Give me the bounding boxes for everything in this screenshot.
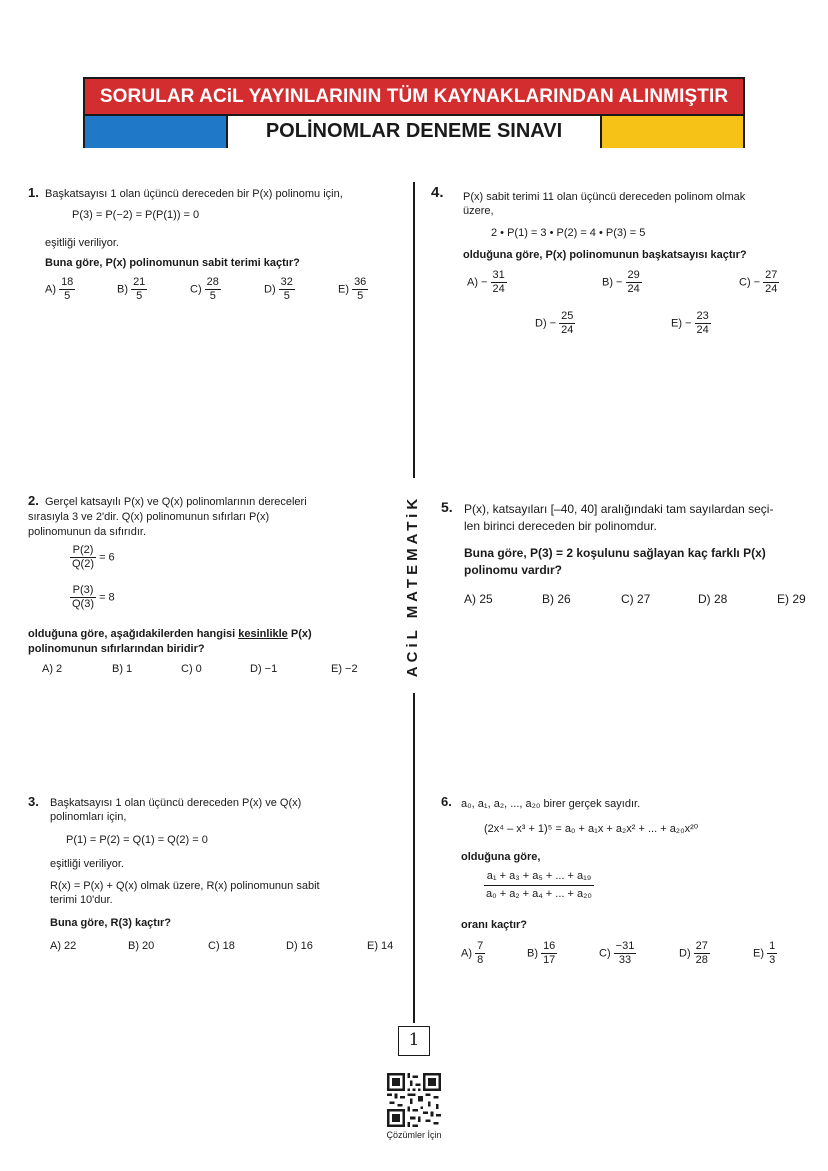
question-text: üzere, xyxy=(463,205,494,217)
qr-caption: Çözümler İçin xyxy=(386,1130,442,1140)
question-prompt: olduğuna göre, P(x) polinomunun başkatsayısı kaçtır? xyxy=(463,249,747,261)
option-label: E) xyxy=(753,947,764,960)
question-text: Başkatsayısı 1 olan üçüncü dereceden bir P(x) polinomu için, xyxy=(45,188,343,200)
fraction xyxy=(491,269,507,296)
question-text: eşitliği veriliyor. xyxy=(45,237,119,249)
question-5 xyxy=(441,500,816,615)
fraction xyxy=(695,310,711,337)
option-label: D) xyxy=(264,283,276,296)
banner-bottom-row xyxy=(85,114,743,146)
option-label: C) xyxy=(190,283,202,296)
question-equation: (2x⁴ – x³ + 1)⁵ = a₀ + a₁x + a₂x² + ... + a₂₀x²⁰ xyxy=(484,823,699,835)
option-a[interactable]: A) 22 xyxy=(50,940,77,952)
question-text: terimi 10'dur. xyxy=(50,894,113,906)
prompt-emphasis: kesinlikle xyxy=(238,628,288,640)
question-text: R(x) = P(x) + Q(x) olmak üzere, R(x) polinomunun sabit xyxy=(50,880,320,892)
fraction xyxy=(205,276,221,303)
numerator: −31 xyxy=(615,940,635,952)
denominator: Q(2) xyxy=(72,558,94,570)
prompt-part: P(x) xyxy=(287,628,312,640)
column-divider-bottom xyxy=(413,693,415,1023)
option-label: A) xyxy=(461,947,472,960)
option-b[interactable] xyxy=(527,940,557,967)
question-number: 5. xyxy=(441,499,453,515)
equation-2 xyxy=(70,584,115,611)
option-c[interactable] xyxy=(190,276,221,303)
denominator: 5 xyxy=(357,290,364,302)
option-b[interactable]: B) 1 xyxy=(112,663,133,675)
question-number: 4. xyxy=(431,184,444,201)
option-d[interactable] xyxy=(535,310,575,337)
question-number: 6. xyxy=(441,794,452,809)
fraction xyxy=(626,269,642,296)
numerator: 29 xyxy=(627,269,640,281)
option-e[interactable]: E) 29 xyxy=(777,592,806,606)
option-b[interactable] xyxy=(602,269,642,296)
option-a[interactable] xyxy=(467,269,507,296)
banner-blue-block xyxy=(85,116,228,148)
question-1 xyxy=(28,186,408,316)
fraction xyxy=(484,868,594,903)
denominator: 8 xyxy=(477,954,484,966)
question-equation: P(1) = P(2) = Q(1) = Q(2) = 0 xyxy=(66,834,208,846)
option-label: E) − xyxy=(671,317,692,330)
fraction xyxy=(763,269,779,296)
equation-rhs: = 6 xyxy=(99,551,115,564)
option-c[interactable] xyxy=(739,269,779,296)
question-number: 3. xyxy=(28,794,39,809)
numerator: 27 xyxy=(695,940,708,952)
fraction xyxy=(352,276,368,303)
fraction xyxy=(279,276,295,303)
denominator: 24 xyxy=(492,283,505,295)
equation-rhs: = 8 xyxy=(99,591,115,604)
numerator: P(3) xyxy=(70,584,96,598)
option-d[interactable] xyxy=(264,276,295,303)
option-d[interactable]: D) −1 xyxy=(250,663,278,675)
question-text: polinomları için, xyxy=(50,811,127,823)
option-e[interactable] xyxy=(671,310,711,337)
fraction xyxy=(59,276,75,303)
option-label: C) − xyxy=(739,276,761,289)
fraction xyxy=(70,544,96,571)
denominator: 5 xyxy=(283,290,290,302)
qr-code-icon[interactable] xyxy=(387,1073,441,1127)
question-text: Gerçel katsayılı P(x) ve Q(x) polinomlarının dereceleri xyxy=(45,496,307,508)
option-label: A) xyxy=(45,283,56,296)
numerator: 27 xyxy=(765,269,778,281)
ratio-expression xyxy=(484,868,594,903)
option-a[interactable]: A) 25 xyxy=(464,592,493,606)
question-prompt: Buna göre, P(3) = 2 koşulunu sağlayan kaç farklı P(x) xyxy=(464,546,766,560)
option-b[interactable]: B) 26 xyxy=(542,592,571,606)
fraction xyxy=(559,310,575,337)
numerator: 36 xyxy=(354,276,367,288)
option-a[interactable]: A) 2 xyxy=(42,663,63,675)
question-equation: P(3) = P(−2) = P(P(1)) = 0 xyxy=(72,209,200,221)
question-2 xyxy=(28,494,398,684)
question-text: len birinci dereceden bir polinomdur. xyxy=(464,519,657,533)
option-e[interactable]: E) −2 xyxy=(331,663,358,675)
option-b[interactable]: B) 20 xyxy=(128,940,155,952)
denominator: 24 xyxy=(627,283,640,295)
question-text: eşitliği veriliyor. xyxy=(50,858,124,870)
banner-title: SORULAR ACiL YAYINLARININ TÜM KAYNAKLARINDAN ALINMIŞTIR xyxy=(85,79,743,114)
question-prompt: polinomunun sıfırlarından biridir? xyxy=(28,643,205,655)
denominator: 5 xyxy=(136,290,143,302)
option-e[interactable] xyxy=(338,276,368,303)
numerator: 21 xyxy=(133,276,146,288)
question-prompt: oranı kaçtır? xyxy=(461,919,528,931)
numerator: a₁ + a₃ + a₅ + ... + a₁₉ xyxy=(484,868,594,886)
question-text: sırasıyla 3 ve 2'dir. Q(x) polinomunun sıfırları P(x) xyxy=(28,511,270,523)
option-d[interactable]: D) 16 xyxy=(286,940,313,952)
question-3 xyxy=(28,795,403,955)
option-label: C) xyxy=(599,947,611,960)
question-6 xyxy=(441,795,801,980)
option-c[interactable]: C) 27 xyxy=(621,592,651,606)
question-text: a₀, a₁, a₂, ..., a₂₀ birer gerçek sayıdır. xyxy=(461,798,641,810)
question-text: P(x), katsayıları [–40, 40] aralığındaki tam sayılardan seçi- xyxy=(464,502,774,516)
question-4 xyxy=(431,186,811,346)
denominator: 28 xyxy=(695,954,708,966)
option-label: D) − xyxy=(535,317,557,330)
denominator: Q(3) xyxy=(72,598,94,610)
option-label: B) − xyxy=(602,276,623,289)
numerator: 23 xyxy=(696,310,709,322)
question-text: polinomunun da sıfırıdır. xyxy=(28,526,147,538)
question-equation: 2 • P(1) = 3 • P(2) = 4 • P(3) = 5 xyxy=(491,227,646,239)
fraction xyxy=(70,584,96,611)
option-label: B) xyxy=(117,283,128,296)
denominator: a₀ + a₂ + a₄ + ... + a₂₀ xyxy=(486,888,592,900)
question-text: P(x) sabit terimi 11 olan üçüncü dereceden polinom olmak xyxy=(463,191,746,203)
option-c[interactable]: C) 18 xyxy=(208,940,235,952)
denominator: 5 xyxy=(64,290,71,302)
option-e[interactable]: E) 14 xyxy=(367,940,394,952)
question-prompt: polinomu vardır? xyxy=(464,563,563,577)
fraction xyxy=(131,276,147,303)
question-number: 1. xyxy=(28,185,39,200)
numerator: 32 xyxy=(280,276,293,288)
numerator: P(2) xyxy=(70,544,96,558)
numerator: 1 xyxy=(769,940,776,952)
fraction xyxy=(475,940,485,967)
option-label: B) xyxy=(527,947,538,960)
equation-1 xyxy=(70,544,115,571)
numerator: 28 xyxy=(206,276,219,288)
option-e[interactable] xyxy=(753,940,777,967)
numerator: 16 xyxy=(543,940,556,952)
option-a[interactable] xyxy=(45,276,75,303)
numerator: 31 xyxy=(492,269,505,281)
fraction xyxy=(541,940,557,967)
fraction xyxy=(614,940,637,967)
option-c[interactable] xyxy=(599,940,636,967)
brand-name: ACiL MATEMATiK xyxy=(404,494,421,678)
denominator: 17 xyxy=(543,954,556,966)
option-c[interactable]: C) 0 xyxy=(181,663,202,675)
banner-yellow-block xyxy=(602,116,743,148)
question-text: Başkatsayısı 1 olan üçüncü dereceden P(x) ve Q(x) xyxy=(50,797,302,809)
denominator: 24 xyxy=(696,324,709,336)
column-divider-top xyxy=(413,182,415,478)
numerator: 25 xyxy=(561,310,574,322)
question-prompt xyxy=(28,627,312,641)
option-b[interactable] xyxy=(117,276,147,303)
exam-title: POLİNOMLAR DENEME SINAVI xyxy=(228,116,602,148)
header-banner xyxy=(83,77,745,148)
question-prompt: Buna göre, R(3) kaçtır? xyxy=(50,917,172,929)
option-a[interactable] xyxy=(461,940,485,967)
option-label: A) − xyxy=(467,276,488,289)
fraction xyxy=(767,940,777,967)
question-prompt: Buna göre, P(x) polinomunun sabit terimi kaçtır? xyxy=(45,257,300,269)
numerator: 18 xyxy=(61,276,74,288)
question-number: 2. xyxy=(28,493,39,508)
denominator: 33 xyxy=(618,954,632,966)
prompt-part: olduğuna göre, aşağıdakilerden hangisi xyxy=(28,628,239,640)
denominator: 24 xyxy=(561,324,574,336)
option-label: E) xyxy=(338,283,349,296)
fraction xyxy=(694,940,710,967)
option-label: D) xyxy=(679,947,691,960)
denominator: 3 xyxy=(769,954,776,966)
denominator: 24 xyxy=(765,283,778,295)
numerator: 7 xyxy=(477,940,484,952)
option-d[interactable] xyxy=(679,940,710,967)
question-text: olduğuna göre, xyxy=(461,851,541,863)
denominator: 5 xyxy=(209,290,216,302)
option-d[interactable]: D) 28 xyxy=(698,592,728,606)
page-number: 1 xyxy=(398,1026,430,1056)
